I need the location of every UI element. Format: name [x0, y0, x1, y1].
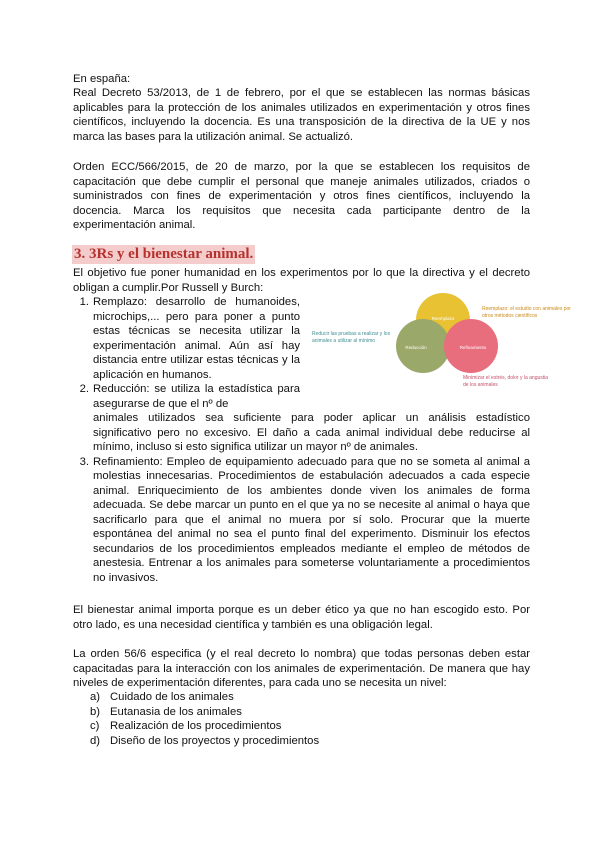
list-letter: a): [90, 691, 101, 703]
intro-text: En españa:: [73, 73, 131, 85]
list-item-text: Diseño de los proyectos y procedimientos: [110, 734, 320, 747]
circle-right-label: Refinamiento: [459, 345, 487, 350]
wellbeing-paragraph: El bienestar animal importa porque es un deber ético ya que no han escogido esto. Por otro lado, es una necesidad científica y también es una obligación legal.: [73, 604, 530, 631]
note-right-line-1: Reemplazo: el estudio con animales por: [482, 306, 571, 312]
note-left-line-2: animales a utilizar al mínimo: [312, 338, 376, 344]
circle-top-label: Reemplazo: [431, 316, 455, 321]
list-number: 2.: [79, 383, 89, 395]
list-item: [90, 719, 319, 734]
list-letter: c): [90, 720, 100, 732]
list-item-text-first: Reducción: se utiliza la estadística para asegurarse de que el nº de: [93, 383, 300, 410]
section-heading: 3. 3Rs y el bienestar animal.: [74, 246, 254, 262]
real-decreto-paragraph: Real Decreto 53/2013, de 1 de febrero, por el que se establecen las normas básicas aplicables para la protección de los animales utilizados en experimentación y otros fines científicos, incluyendo la docencia. Es una transposición de la directiva de la UE y nos marca las bases para la utilización animal. Se actualizó.: [73, 87, 530, 143]
list-item: [73, 455, 530, 586]
circle-left-label: Reducción: [405, 345, 427, 350]
list-item-text: Realización de los procedimientos: [110, 720, 282, 732]
three-rs-diagram: [308, 292, 598, 392]
list-letter: d): [90, 734, 101, 747]
list-item-text-rest: animales utilizados sea suficiente para poder aplicar un análisis estadístico significativo pero no excesivo. El daño a cada animal individual debe reducirse al mínimo, incluso si esto significa utilizar un mayor nº de animales.: [93, 412, 530, 453]
list-number: 1.: [79, 296, 89, 308]
list-item: [90, 690, 319, 705]
list-item: [90, 705, 319, 720]
levels-list: [90, 690, 319, 748]
orden-ecc-paragraph: Orden ECC/566/2015, de 20 de marzo, por la que se establecen los requisitos de capacitación que debe cumplir el personal que maneje animales utilizados, criados o suministrados con fines de experimentación y otros fines científicos, incluyendo la docencia. Marca los requisitos que necesita cada participante dentro de la experimentación animal.: [73, 161, 530, 231]
list-item-text: Cuidado de los animales: [110, 691, 234, 703]
list-number: 3.: [79, 455, 89, 468]
note-bottom-line-2: de los animales: [463, 382, 498, 388]
list-item: [73, 382, 530, 455]
orden-paragraph: La orden 56/6 especifica (y el real decreto lo nombra) que todas personas deben estar capacitadas para la interacción con los animales de experimentación. De manera que hay niveles de experimentación diferentes, para cada uno se necesita un nivel:: [73, 648, 530, 689]
list-item-text: Refinamiento: Empleo de equipamiento adecuado para que no se someta al animal a molestias innecesarias. Procedimientos de estabulación adecuados a cada especie animal. Enriquecimiento de los ambientes donde viven los animales de forma adecuada. Se debe marcar un punto en el que ya no se necesite al animal o haya que sacrificarlo para que el animal no muera por sí solo. Procurar que la muerte espontánea del animal no sea el punto final del experimento. Disminuir los efectos secundarios de los procedimientos empleados mediante el empleo de métodos de anestesia. Entrenar a los animales para someterse voluntariamente a procedimientos no invasivos.: [93, 455, 530, 584]
list-item-text: Remplazo: desarrollo de humanoides, microchips,... pero para poner a punto estas técnicas se necesita utilizar la experimentación animal. Aún así hay distancia entre utilizar estas técnicas y la aplicación en humanos.: [93, 296, 300, 381]
note-left-line-1: Reducir las pruebas a realizar y los: [312, 331, 391, 337]
list-item: [90, 734, 319, 749]
note-right-line-2: otros métodos científicos: [482, 313, 538, 319]
list-item-text: Eutanasia de los animales: [110, 705, 242, 718]
list-letter: b): [90, 705, 101, 718]
objective-paragraph: El objetivo fue poner humanidad en los experimentos por lo que la directiva y el decreto obligan a cumplir.Por Russell y Burch:: [73, 267, 530, 294]
note-bottom-line-1: Minimizar el estrés, dolor y la angustia: [463, 375, 549, 381]
